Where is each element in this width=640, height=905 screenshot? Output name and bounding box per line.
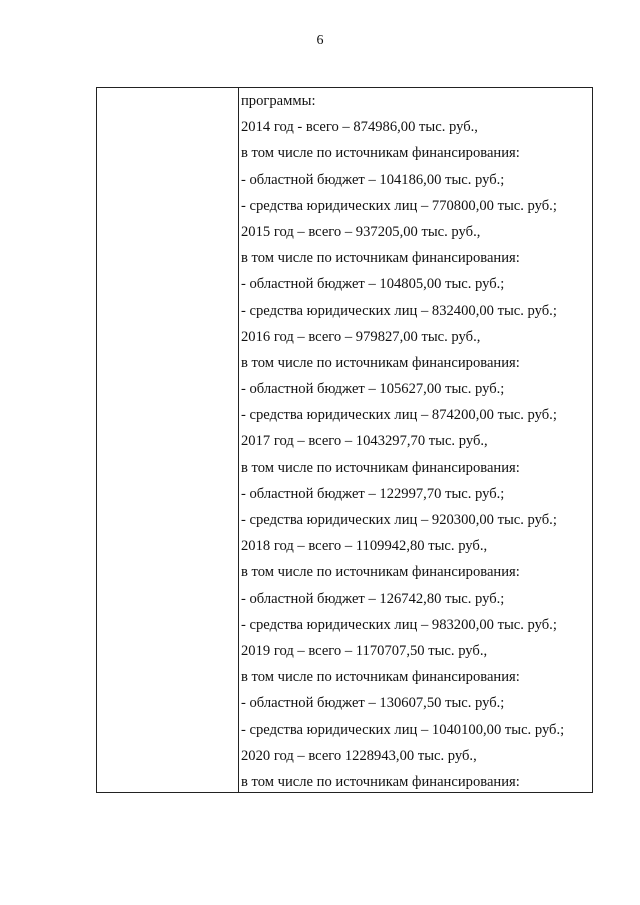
text-line: в том числе по источникам финансирования: — [241, 773, 520, 790]
text-line: в том числе по источникам финансирования: — [241, 250, 520, 267]
text-line: в том числе по источникам финансирования: — [241, 564, 520, 581]
text-line: - областной бюджет – 126742,80 тыс. руб.; — [241, 590, 505, 607]
page-number: 6 — [316, 33, 324, 48]
text-line: 2015 год – всего – 937205,00 тыс. руб., — [241, 223, 481, 240]
text-line: - областной бюджет – 104186,00 тыс. руб.; — [241, 171, 505, 188]
text-line: 2014 год - всего – 874986,00 тыс. руб., — [241, 119, 478, 136]
text-line: - областной бюджет – 130607,50 тыс. руб.; — [241, 695, 505, 712]
text-line: 2017 год – всего – 1043297,70 тыс. руб., — [241, 433, 488, 450]
text-line: - средства юридических лиц – 832400,00 тыс. руб.; — [241, 302, 557, 319]
text-line: - средства юридических лиц – 983200,00 тыс. руб.; — [241, 616, 557, 633]
text-line: - областной бюджет – 105627,00 тыс. руб.; — [241, 381, 505, 398]
text-line: - средства юридических лиц – 770800,00 тыс. руб.; — [241, 197, 557, 214]
table-frame — [96, 87, 593, 793]
text-line: в том числе по источникам финансирования: — [241, 459, 520, 476]
text-line: 2016 год – всего – 979827,00 тыс. руб., — [241, 328, 481, 345]
text-line: - областной бюджет – 122997,70 тыс. руб.; — [241, 485, 505, 502]
text-line: программы: — [241, 93, 316, 109]
text-line: - средства юридических лиц – 1040100,00 тыс. руб.; — [241, 721, 565, 738]
text-line: в том числе по источникам финансирования: — [241, 669, 520, 686]
text-line: 2019 год – всего – 1170707,50 тыс. руб., — [241, 642, 488, 659]
right-cell-content — [239, 88, 592, 792]
text-line: - средства юридических лиц – 920300,00 тыс. руб.; — [241, 512, 557, 528]
text-line: в том числе по источникам финансирования: — [241, 354, 520, 371]
text-line: в том числе по источникам финансирования: — [241, 145, 520, 162]
text-line: 2020 год – всего 1228943,00 тыс. руб., — [241, 747, 477, 764]
text-line: - средства юридических лиц – 874200,00 тыс. руб.; — [241, 407, 557, 424]
text-line: 2018 год – всего – 1109942,80 тыс. руб., — [241, 538, 488, 555]
text-line: - областной бюджет – 104805,00 тыс. руб.; — [241, 276, 505, 293]
